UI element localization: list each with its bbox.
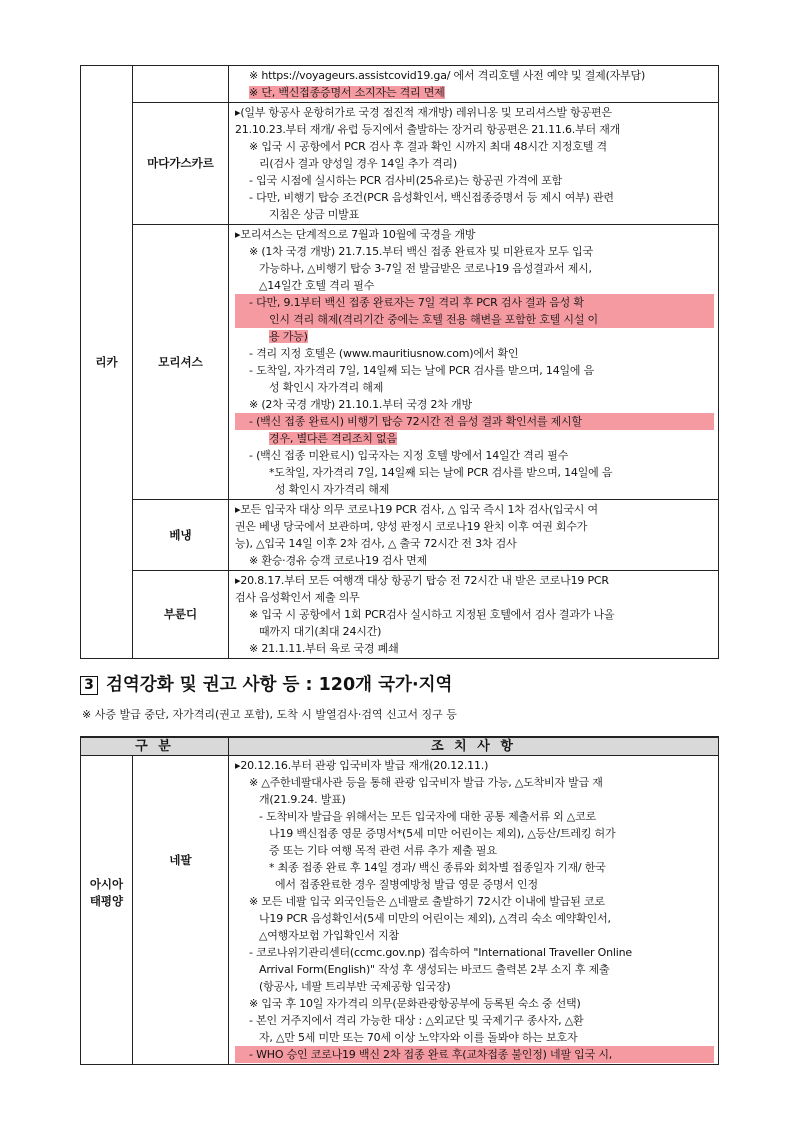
content-line [235, 1012, 714, 1029]
table-row [81, 103, 719, 225]
content-line [235, 825, 714, 842]
content-line [235, 606, 714, 623]
content-line [235, 961, 714, 978]
line-text: 성 확인시 자가격리 해제 [269, 381, 384, 394]
line-text: ※ https://voyageurs.assistcovid19.ga/ 에서 격리호텔 사전 예약 및 결제(자부담) [249, 69, 646, 82]
content-line [235, 138, 714, 155]
content-line [235, 757, 714, 774]
header-measures: 조 치 사 항 [229, 737, 719, 756]
line-text: 나19 PCR 음성확인서(5세 미만의 어린이는 제외), △격리 숙소 예약확인서, [259, 912, 611, 925]
line-text: ▸모든 입국자 대상 의무 코로나19 PCR 검사, △ 입국 즉시 1차 검사(입국시 여 [235, 503, 598, 516]
line-text: ※ 단, 백신접종증명서 소지자는 격리 면제 [249, 86, 445, 99]
line-text: ※ 입국 시 공항에서 1회 PCR검사 실시하고 지정된 호텔에서 검사 결과가 나올 [249, 608, 615, 621]
line-text: ※ 입국 후 10일 자가격리 의무(문화관광항공부에 등록된 숙소 중 선택) [249, 997, 581, 1010]
measures-cell [229, 66, 719, 103]
line-text: △여행자보험 가입확인서 지참 [259, 929, 399, 942]
line-text: - 격리 지정 호텔은 (www.mauritiusnow.com)에서 확인 [249, 347, 519, 360]
line-text: 에서 접종완료한 경우 질병예방청 발급 영문 증명서 인정 [275, 878, 538, 891]
line-text: ※ (2차 국경 개방) 21.10.1.부터 국경 2차 개방 [249, 398, 472, 411]
line-text: ▸20.12.16.부터 관광 입국비자 발급 재개(20.12.11.) [235, 759, 489, 772]
content-line [235, 552, 714, 569]
section-title: 검역강화 및 권고 사항 등 : 120개 국가·지역 [106, 675, 453, 695]
line-text: - 도착일, 자가격리 7일, 14일째 되는 날에 PCR 검사를 받으며, 14일에 음 [249, 364, 595, 377]
content-line [235, 1046, 714, 1063]
quarantine-table [80, 736, 719, 1065]
country-cell: 부룬디 [133, 571, 229, 659]
line-text: ▸20.8.17.부터 모든 여행객 대상 항공기 탑승 전 72시간 내 받은 코로나19 PCR [235, 574, 609, 587]
country-measures-table [80, 65, 719, 659]
content-line [235, 172, 714, 189]
line-text: ※ 환승·경유 승객 코로나19 검사 면제 [249, 554, 427, 567]
content-line [235, 859, 714, 876]
line-text: - 입국 시점에 실시하는 PCR 검사비(25유로)는 항공권 가격에 포함 [249, 174, 563, 187]
content-line [235, 876, 714, 893]
content-line [235, 774, 714, 791]
content-line [235, 206, 714, 223]
content-line [235, 995, 714, 1012]
line-text: - 본인 거주지에서 격리 가능한 대상 : △외교단 및 국제기구 종사자, △환 [249, 1014, 584, 1027]
content-line [235, 893, 714, 910]
country-cell [133, 66, 229, 103]
content-line [235, 226, 714, 243]
line-text: ※ 21.1.11.부터 육로 국경 폐쇄 [249, 642, 399, 655]
content-line [235, 104, 714, 121]
line-text: (항공사, 네팔 트리부반 국제공항 입국장) [259, 980, 451, 993]
line-text: - 도착비자 발급을 위해서는 모든 입국자에 대한 공통 제출서류 외 △코로 [259, 810, 596, 823]
content-line [235, 121, 714, 138]
content-line [235, 623, 714, 640]
content-line [235, 294, 714, 311]
measures-cell [229, 500, 719, 571]
section-note: ※ 사증 발급 중단, 자가격리(권고 포함), 도착 시 발열검사·검역 신고서 징구 등 [82, 708, 457, 721]
line-text: - 다만, 비행기 탑승 조건(PCR 음성확인서, 백신접종증명서 등 제시 여부) 관련 [249, 191, 614, 204]
content-line [235, 501, 714, 518]
content-line [235, 362, 714, 379]
content-line [235, 791, 714, 808]
line-text: - (백신 접종 미완료시) 입국자는 지정 호텔 방에서 14일간 격리 필수 [249, 449, 569, 462]
section-heading [80, 676, 452, 695]
table-row [81, 571, 719, 659]
line-text: 경우, 별다른 격리조치 없음 [269, 432, 397, 445]
content-line [235, 379, 714, 396]
content-line [235, 155, 714, 172]
line-text: ※ 모든 네팔 입국 외국인들은 △네팔로 출발하기 72시간 이내에 발급된 코로 [249, 895, 605, 908]
content-line [235, 944, 714, 961]
line-text: 권은 베냉 당국에서 보관하며, 양성 판정시 코로나19 완치 이후 여권 회수가 [235, 520, 588, 533]
line-text: 리(검사 결과 양성일 경우 14일 추가 격리) [259, 157, 457, 170]
line-text: 자, △만 5세 미만 또는 70세 이상 노약자와 이를 돌봐야 하는 보호자 [259, 1031, 578, 1044]
line-text: 능), △입국 14일 이후 2차 검사, △ 출국 72시간 전 3차 검사 [235, 537, 517, 550]
line-text: △14일간 호텔 격리 필수 [259, 279, 375, 292]
content-line [235, 518, 714, 535]
content-line [235, 345, 714, 362]
line-text: 개(21.9.24. 발표) [259, 793, 346, 806]
content-line [235, 84, 714, 101]
line-text: ※ (1차 국경 개방) 21.7.15.부터 백신 접종 완료자 및 미완료자 모두 입국 [249, 245, 593, 258]
line-text: 인시 격리 해제(격리기간 중에는 호텔 전용 해변을 포함한 호텔 시설 이 [269, 313, 598, 326]
line-text: - (백신 접종 완료시) 비행기 탑승 72시간 전 음성 결과 확인서를 제시할 [249, 415, 582, 428]
line-text: ※ 입국 시 공항에서 PCR 검사 후 결과 확인 시까지 최대 48시간 지정호텔 격 [249, 140, 607, 153]
country-cell: 베냉 [133, 500, 229, 571]
content-line [235, 978, 714, 995]
content-line [235, 842, 714, 859]
line-text: 나19 백신접종 영문 증명서*(5세 미만 어린이는 제외), △등산/트레킹 허가 [269, 827, 616, 840]
section-number: 3 [80, 676, 98, 695]
line-text: 용 가능) [269, 330, 308, 343]
content-line [235, 808, 714, 825]
region-cell: 리카 [81, 66, 133, 659]
content-line [235, 1029, 714, 1046]
content-line [235, 430, 714, 447]
content-line [235, 640, 714, 657]
line-text: 가능하나, △비행기 탑승 3-7일 전 발급받은 코로나19 음성결과서 제시, [259, 262, 592, 275]
region-cell: 아시아 태평양 [81, 756, 133, 1065]
table-row [81, 225, 719, 500]
content-line [235, 328, 714, 345]
line-text: 지침은 상금 미발표 [269, 208, 360, 221]
content-line [235, 447, 714, 464]
content-line [235, 481, 714, 498]
measures-cell [229, 756, 719, 1065]
content-line [235, 396, 714, 413]
line-text: 증 또는 기타 여행 목적 관련 서류 추가 제출 필요 [269, 844, 497, 857]
line-text: Arrival Form(English)" 작성 후 생성되는 바코드 출력본 2부 소지 후 제출 [259, 963, 610, 976]
content-line [235, 927, 714, 944]
content-line [235, 311, 714, 328]
line-text: ▸모리셔스는 단계적으로 7월과 10월에 국경을 개방 [235, 228, 476, 241]
content-line [235, 67, 714, 84]
line-text: - 코로나위기관리센터(ccmc.gov.np) 접속하여 "International Traveller Online [249, 946, 632, 959]
table-row [81, 756, 719, 1065]
content-line [235, 413, 714, 430]
measures-cell [229, 225, 719, 500]
content-line [235, 243, 714, 260]
line-text: - 다만, 9.1부터 백신 접종 완료자는 7일 격리 후 PCR 검사 결과 음성 확 [249, 296, 584, 309]
content-line [235, 277, 714, 294]
country-cell: 마다가스카르 [133, 103, 229, 225]
content-line [235, 535, 714, 552]
table-header-row [81, 737, 719, 756]
country-cell: 모리셔스 [133, 225, 229, 500]
line-text: * 최종 접종 완료 후 14일 경과/ 백신 종류와 회차별 접종일자 기재/ 한국 [269, 861, 606, 874]
table-row [81, 500, 719, 571]
measures-cell [229, 103, 719, 225]
content-line [235, 910, 714, 927]
content-line [235, 589, 714, 606]
content-line [235, 189, 714, 206]
content-line [235, 260, 714, 277]
measures-cell [229, 571, 719, 659]
line-text: 검사 음성확인서 제출 의무 [235, 591, 360, 604]
line-text: ▸(일부 항공사 운항허가로 국경 점진적 재개방) 레위니옹 및 모리셔스발 항공편은 [235, 106, 612, 119]
line-text: - WHO 승인 코로나19 백신 2차 접종 완료 후(교차접종 불인정) 네팔 입국 시, [249, 1048, 613, 1061]
line-text: 21.10.23.부터 재개/ 유럽 등지에서 출발하는 장거리 항공편은 21.11.6.부터 재개 [235, 123, 621, 136]
content-line [235, 464, 714, 481]
header-category: 구 분 [81, 737, 229, 756]
line-text: *도착일, 자가격리 7일, 14일째 되는 날에 PCR 검사를 받으며, 14일에 음 [269, 466, 613, 479]
country-cell: 네팔 [133, 756, 229, 1065]
line-text: 때까지 대기(최대 24시간) [259, 625, 382, 638]
line-text: 성 확인시 자가격리 해제 [275, 483, 390, 496]
content-line [235, 572, 714, 589]
table-row [81, 66, 719, 103]
line-text: ※ △주한네팔대사관 등을 통해 관광 입국비자 발급 가능, △도착비자 발급 재 [249, 776, 603, 789]
